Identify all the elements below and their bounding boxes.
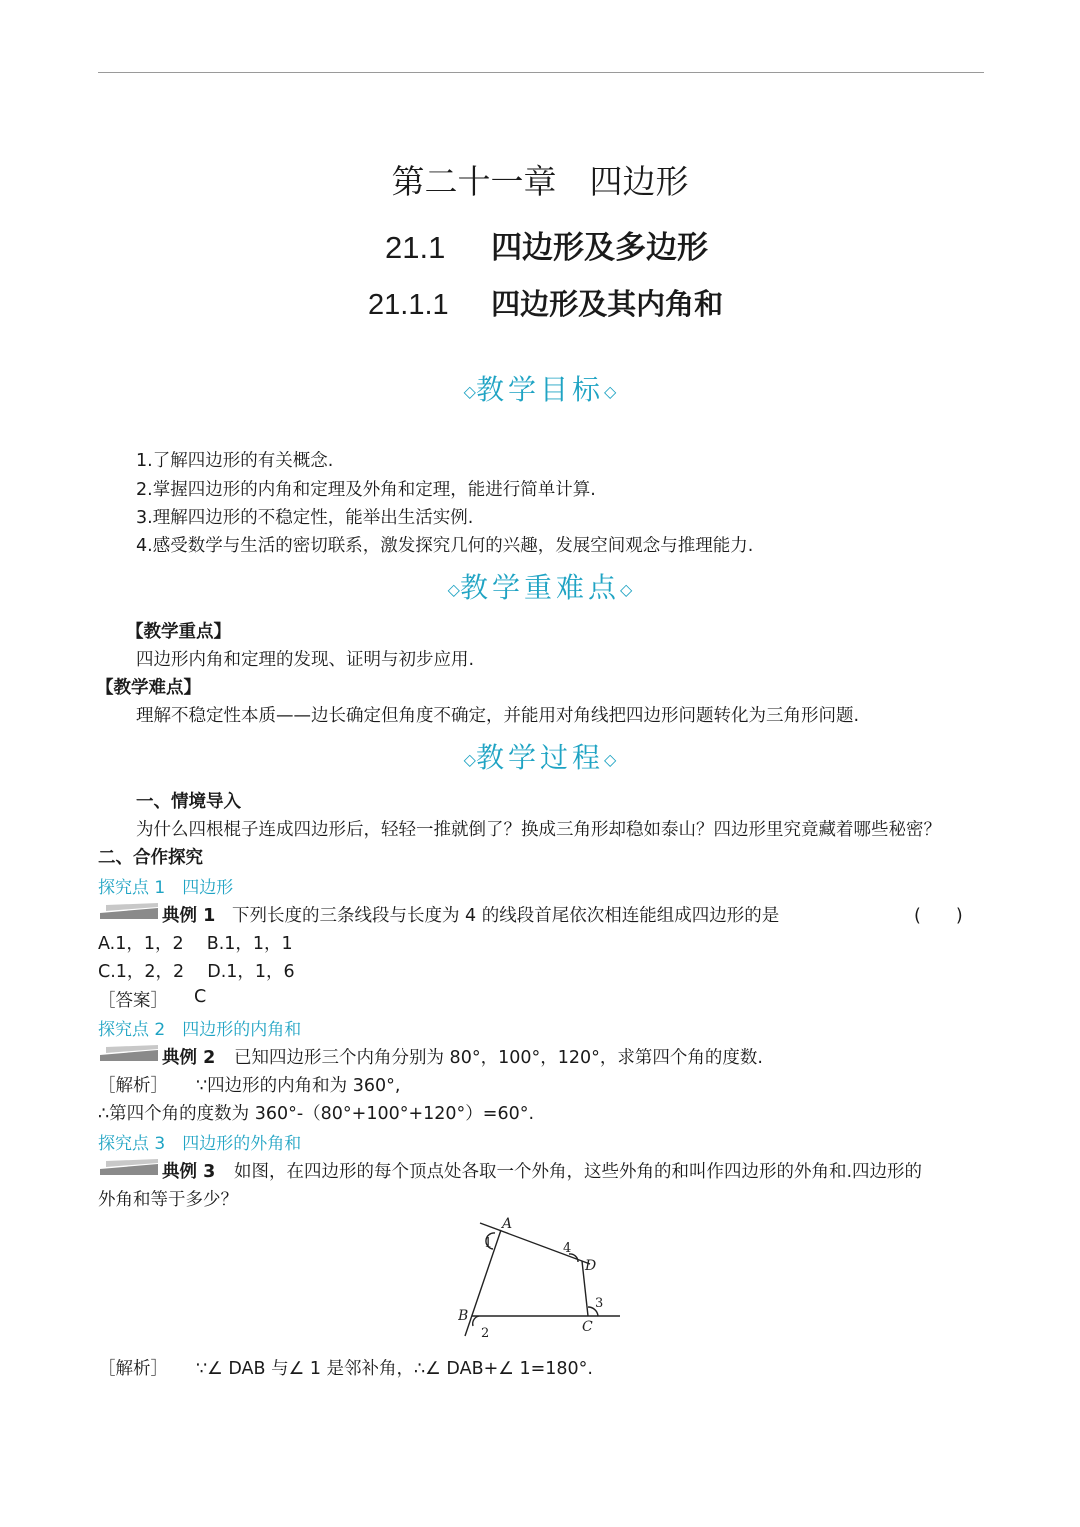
angle-label: 2 xyxy=(481,1326,490,1341)
goal-item: 1.了解四边形的有关概念. xyxy=(136,451,334,471)
answer-label: ［答案］ xyxy=(98,991,168,1011)
example-text: 已知四边形三个内角分别为 80°，100°，120°，求第四个角的度数. xyxy=(234,1048,763,1068)
diamond-icon: ◇ xyxy=(447,580,460,599)
example-text: 下列长度的三条线段与长度为 4 的线段首尾依次相连能组成四边形的是 xyxy=(232,906,780,926)
heading-key-points: ◇教学重难点◇ xyxy=(447,571,633,604)
angle-label: 4 xyxy=(563,1241,572,1256)
vertex-label: C xyxy=(582,1319,593,1335)
vertex-label: B xyxy=(458,1308,469,1324)
quadrilateral-figure xyxy=(458,1210,628,1345)
explore-label: 探究点 2 四边形的内角和 xyxy=(98,1020,302,1040)
example-label: 典例 3 xyxy=(162,1162,216,1182)
example-text: 外角和等于多少？ xyxy=(98,1190,238,1210)
goal-item: 4.感受数学与生活的密切联系，激发探究几何的兴趣，发展空间观念与推理能力. xyxy=(136,536,754,556)
vertex-label: D xyxy=(585,1258,597,1274)
answer-blank: ( ) xyxy=(914,906,963,926)
intro-heading: 一、情境导入 xyxy=(136,792,241,812)
example-label: 典例 2 xyxy=(162,1048,216,1068)
angle-label: 1 xyxy=(484,1236,493,1251)
section-name: 四边形及多边形 xyxy=(491,230,709,266)
analysis-line: ∵∠ DAB 与∠ 1 是邻补角，∴∠ DAB+∠ 1=180°. xyxy=(196,1359,593,1379)
heading-goals: ◇教学目标◇ xyxy=(463,373,617,406)
heading-process: ◇教学过程◇ xyxy=(463,741,617,774)
coop-heading: 二、合作探究 xyxy=(98,848,203,868)
example-bar-icon xyxy=(100,1159,158,1175)
example-bar-icon xyxy=(100,1045,158,1061)
section-number: 21.1 xyxy=(385,230,446,265)
example-text: 如图，在四边形的每个顶点处各取一个外角，这些外角的和叫作四边形的外角和.四边形的 xyxy=(234,1162,923,1182)
section-title xyxy=(385,222,708,267)
diamond-icon: ◇ xyxy=(463,750,476,769)
vertex-label: A xyxy=(502,1216,513,1232)
difficult-label: 【教学难点】 xyxy=(96,678,201,698)
subsection-number: 21.1.1 xyxy=(368,289,449,321)
goal-item: 3.理解四边形的不稳定性，能举出生活实例. xyxy=(136,508,474,528)
difficult-text: 理解不稳定性本质——边长确定但角度不确定，并能用对角线把四边形问题转化为三角形问题. xyxy=(136,706,860,726)
goal-item: 2.掌握四边形的内角和定理及外角和定理，能进行简单计算. xyxy=(136,480,596,500)
subsection-title xyxy=(368,282,723,323)
chapter-title: 第二十一章 四边形 xyxy=(391,162,689,201)
top-rule xyxy=(98,72,984,73)
example-bar-icon xyxy=(100,903,158,919)
explore-label: 探究点 1 四边形 xyxy=(98,878,234,898)
analysis-label: ［解析］ xyxy=(98,1359,168,1379)
diamond-icon: ◇ xyxy=(463,382,476,401)
angle-label: 3 xyxy=(595,1296,604,1311)
subsection-name: 四边形及其内角和 xyxy=(491,287,724,321)
analysis-label: ［解析］ xyxy=(98,1076,168,1096)
options-row: A.1，1，2 B.1，1，1 xyxy=(98,934,293,954)
key-text: 四边形内角和定理的发现、证明与初步应用. xyxy=(136,650,475,670)
diamond-icon: ◇ xyxy=(620,580,633,599)
example-label: 典例 1 xyxy=(162,906,216,926)
options-row: C.1，2，2 D.1，1，6 xyxy=(98,962,295,982)
analysis-line: ∴第四个角的度数为 360°-（80°+100°+120°）=60°. xyxy=(98,1104,535,1124)
diamond-icon: ◇ xyxy=(604,750,617,769)
answer-value: C xyxy=(194,987,207,1007)
explore-label: 探究点 3 四边形的外角和 xyxy=(98,1134,302,1154)
key-label: 【教学重点】 xyxy=(126,622,231,642)
analysis-line: ∵四边形的内角和为 360°, xyxy=(196,1076,401,1096)
diamond-icon: ◇ xyxy=(604,382,617,401)
intro-text: 为什么四根棍子连成四边形后，轻轻一推就倒了？换成三角形却稳如泰山？四边形里究竟藏着哪些秘密？ xyxy=(136,820,941,840)
